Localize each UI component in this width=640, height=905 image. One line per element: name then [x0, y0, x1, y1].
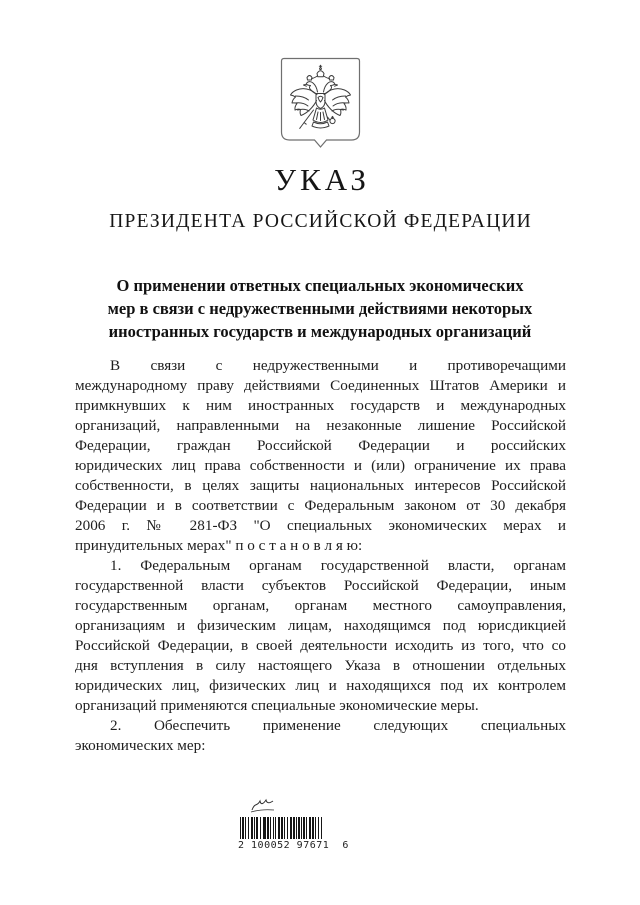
text-line: 1. Федеральным органам государственной власти, органам — [110, 557, 566, 574]
text-line: Федерации, граждан Российской Федерации и российских — [75, 437, 566, 454]
text-line: государственной власти субъектов Российской Федерации, иным — [75, 577, 566, 594]
barcode-bar — [321, 817, 322, 839]
handwritten-mark-icon — [248, 797, 278, 815]
text-line: дня вступления в силу настоящего Указа в отношении отдельных — [75, 657, 566, 674]
paragraph — [75, 356, 566, 556]
text-line: юридических лиц, физических лиц и находящихся под их контролем — [75, 677, 566, 694]
paragraph — [75, 716, 566, 756]
text-line: принудительных мерах" п о с т а н о в л я ю: — [75, 537, 363, 554]
document-type-heading: УКАЗ — [274, 162, 370, 197]
coat-of-arms-emblem — [280, 57, 361, 149]
text-line: международному праву действиями Соединенных Штатов Америки и — [75, 377, 566, 394]
paragraph — [75, 556, 566, 716]
barcode-icon — [240, 817, 322, 839]
text-line: государственным органам, органам местного самоуправления, — [75, 597, 566, 614]
text-line: примкнувших к ним иностранных государств и международных — [75, 397, 566, 414]
barcode-digits: 2 100052 97671 6 — [238, 840, 349, 851]
document-title-line: иностранных государств и международных организаций — [108, 322, 532, 341]
text-line: 2006 г. № 281-ФЗ "О специальных экономических мерах и — [75, 517, 566, 534]
text-line: 2. Обеспечить применение следующих специальных — [110, 717, 566, 734]
text-line: юридических лиц права собственности и (или) ограничение их права — [75, 457, 566, 474]
text-line: организаций, направленными на незаконные лишение Российской — [75, 417, 566, 434]
text-line: организаций применяются специальные экономические меры. — [75, 697, 479, 714]
document-title — [75, 274, 565, 343]
text-line: В связи с недружественными и противоречащими — [110, 357, 566, 374]
text-line: собственности, в целях защиты национальных интересов Российской — [75, 477, 566, 494]
text-line: организациям и физическим лицам, находящимся под юрисдикцией — [75, 617, 566, 634]
russia-coat-of-arms-icon — [280, 57, 361, 149]
document-body — [75, 356, 566, 756]
text-line: экономических мер: — [75, 737, 206, 754]
text-line: Федерации и в соответствии с Федеральным законом от 30 декабря — [75, 497, 566, 514]
text-line: Российской Федерации, в своей деятельности исходить из того, что со — [75, 637, 566, 654]
document-title-line: мер в связи с недружественными действиями некоторых — [107, 299, 533, 318]
document-issuer-heading: ПРЕЗИДЕНТА РОССИЙСКОЙ ФЕДЕРАЦИИ — [109, 211, 532, 232]
document-title-line: О применении ответных специальных экономических — [116, 276, 524, 295]
barcode-block — [238, 797, 368, 857]
